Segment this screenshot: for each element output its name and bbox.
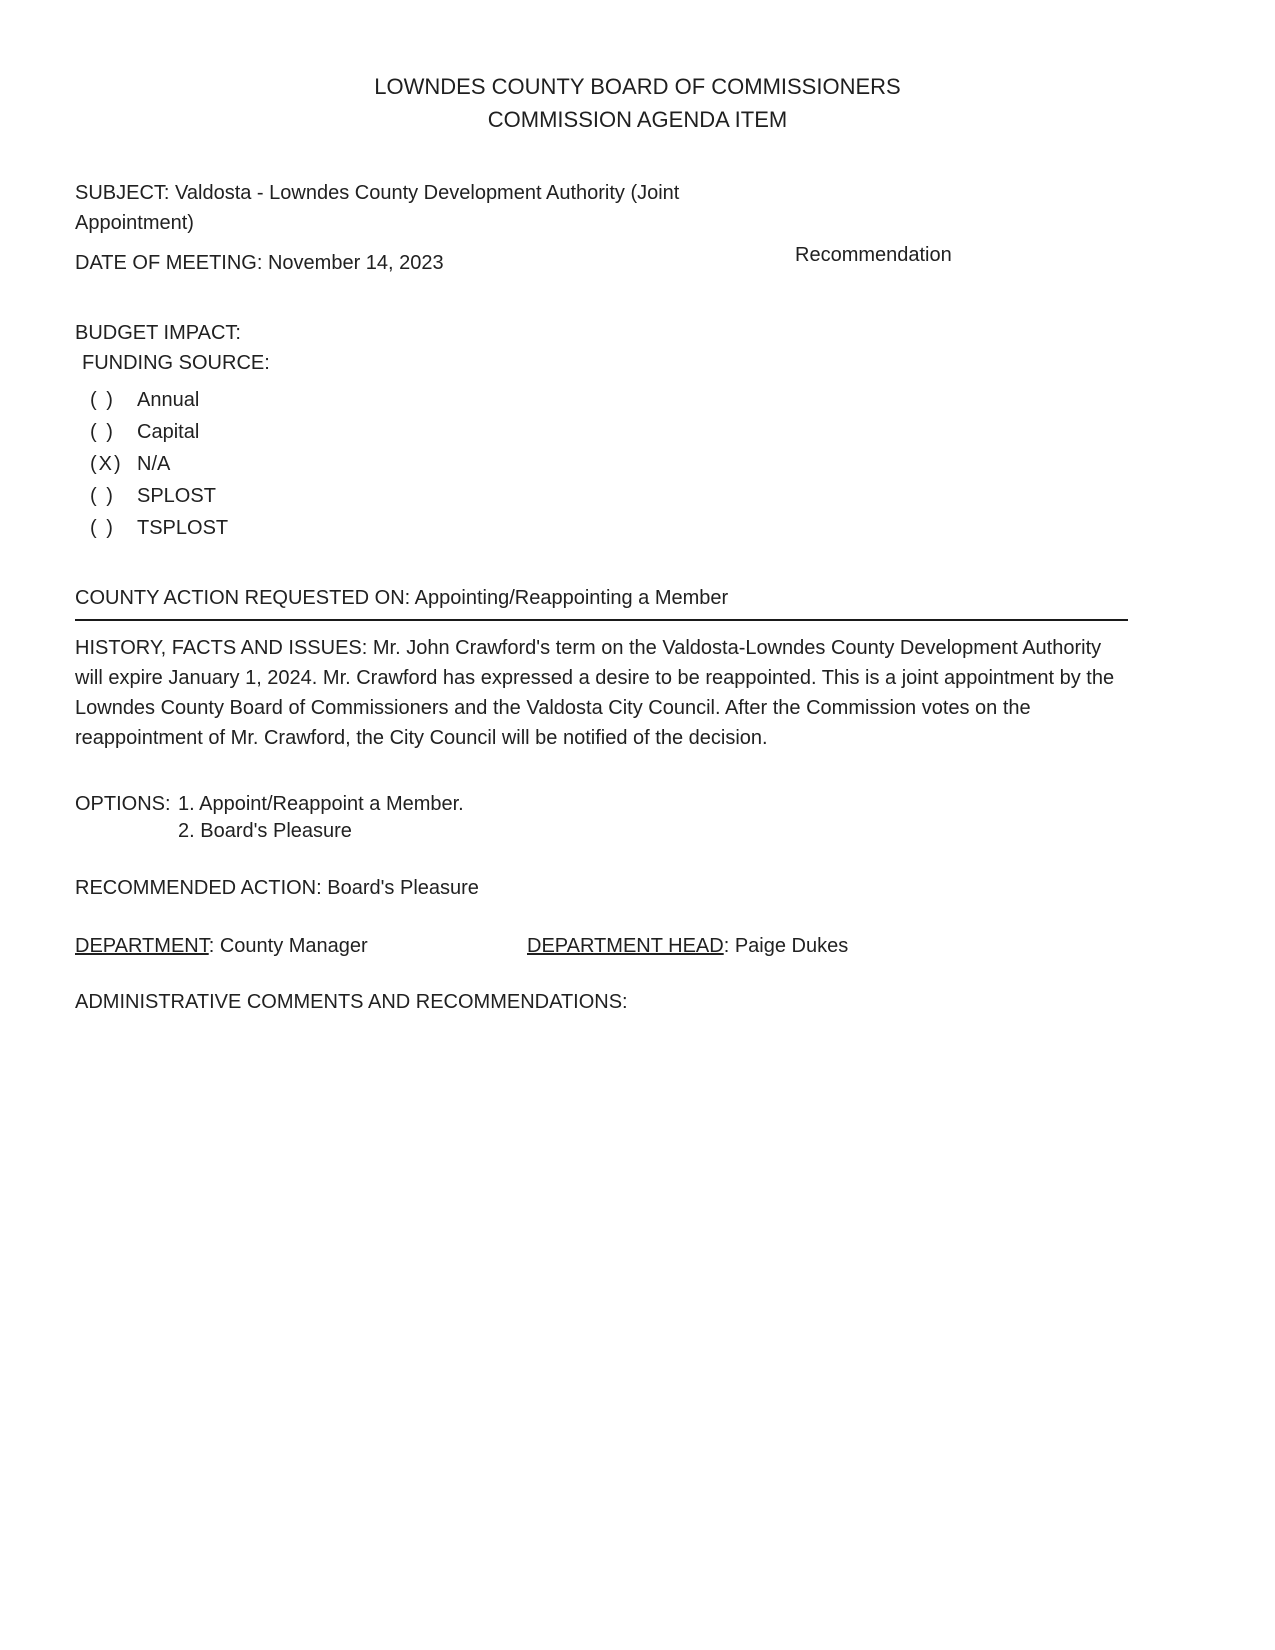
department-row xyxy=(75,931,1200,961)
checkbox-mark: ( ) xyxy=(90,517,115,539)
recommendation-label: Recommendation xyxy=(795,244,952,266)
option-item-1: 1. Appoint/Reappoint a Member. xyxy=(178,793,464,815)
funding-option-label: Capital xyxy=(137,421,200,443)
history-facts-issues: HISTORY, FACTS AND ISSUES: Mr. John Crawford's term on the Valdosta-Lowndes County Development Authority will expire January 1, 2024. Mr. Crawford has expressed a desire to be reappointed. This is a joint appointment by the Lowndes County Board of Commissioners and the Valdosta City Council. After the Commission votes on the reappointment of Mr. Crawford, the City Council will be notified of the decision. xyxy=(75,637,1115,749)
funding-option-capital xyxy=(75,416,1200,448)
funding-option-label: N/A xyxy=(137,453,171,475)
doc-title: LOWNDES COUNTY BOARD OF COMMISSIONERS xyxy=(374,74,901,99)
option-item-2: 2. Board's Pleasure xyxy=(178,820,352,842)
funding-option-na xyxy=(75,448,1200,480)
budget-impact-label: BUDGET IMPACT: xyxy=(75,322,241,344)
checkbox-mark: ( ) xyxy=(90,485,115,507)
subject-line: SUBJECT: Valdosta - Lowndes County Development Authority (Joint Appointment) xyxy=(75,182,680,234)
checkbox-mark: ( ) xyxy=(90,389,115,411)
funding-option-label: TSPLOST xyxy=(137,517,229,539)
document-header xyxy=(75,70,1200,136)
options-block xyxy=(75,791,1200,845)
recommended-action: RECOMMENDED ACTION: Board's Pleasure xyxy=(75,877,479,899)
department-value: : County Manager xyxy=(208,935,368,957)
funding-option-annual xyxy=(75,384,1200,416)
funding-option-tsplost xyxy=(75,512,1200,544)
checkbox-mark-checked: (X) xyxy=(90,453,123,475)
funding-option-label: SPLOST xyxy=(137,485,216,507)
department-field xyxy=(75,931,527,961)
doc-subtitle: COMMISSION AGENDA ITEM xyxy=(487,107,788,132)
date-of-meeting: DATE OF MEETING: November 14, 2023 xyxy=(75,252,444,274)
department-label: DEPARTMENT xyxy=(75,935,209,957)
department-head-value: : Paige Dukes xyxy=(723,935,849,957)
department-head-label: DEPARTMENT HEAD xyxy=(527,935,724,957)
meeting-row xyxy=(75,244,1200,278)
options-list xyxy=(178,791,464,845)
checkbox-mark: ( ) xyxy=(90,421,115,443)
county-action-requested: COUNTY ACTION REQUESTED ON: Appointing/Reappointing a Member xyxy=(75,584,1128,621)
administrative-comments: ADMINISTRATIVE COMMENTS AND RECOMMENDATIONS: xyxy=(75,991,628,1013)
funding-option-splost xyxy=(75,480,1200,512)
funding-options-list xyxy=(75,384,1200,544)
funding-source-label: FUNDING SOURCE: xyxy=(82,352,270,374)
funding-option-label: Annual xyxy=(137,389,200,411)
options-label: OPTIONS: xyxy=(75,793,171,815)
department-head-field xyxy=(527,935,848,957)
